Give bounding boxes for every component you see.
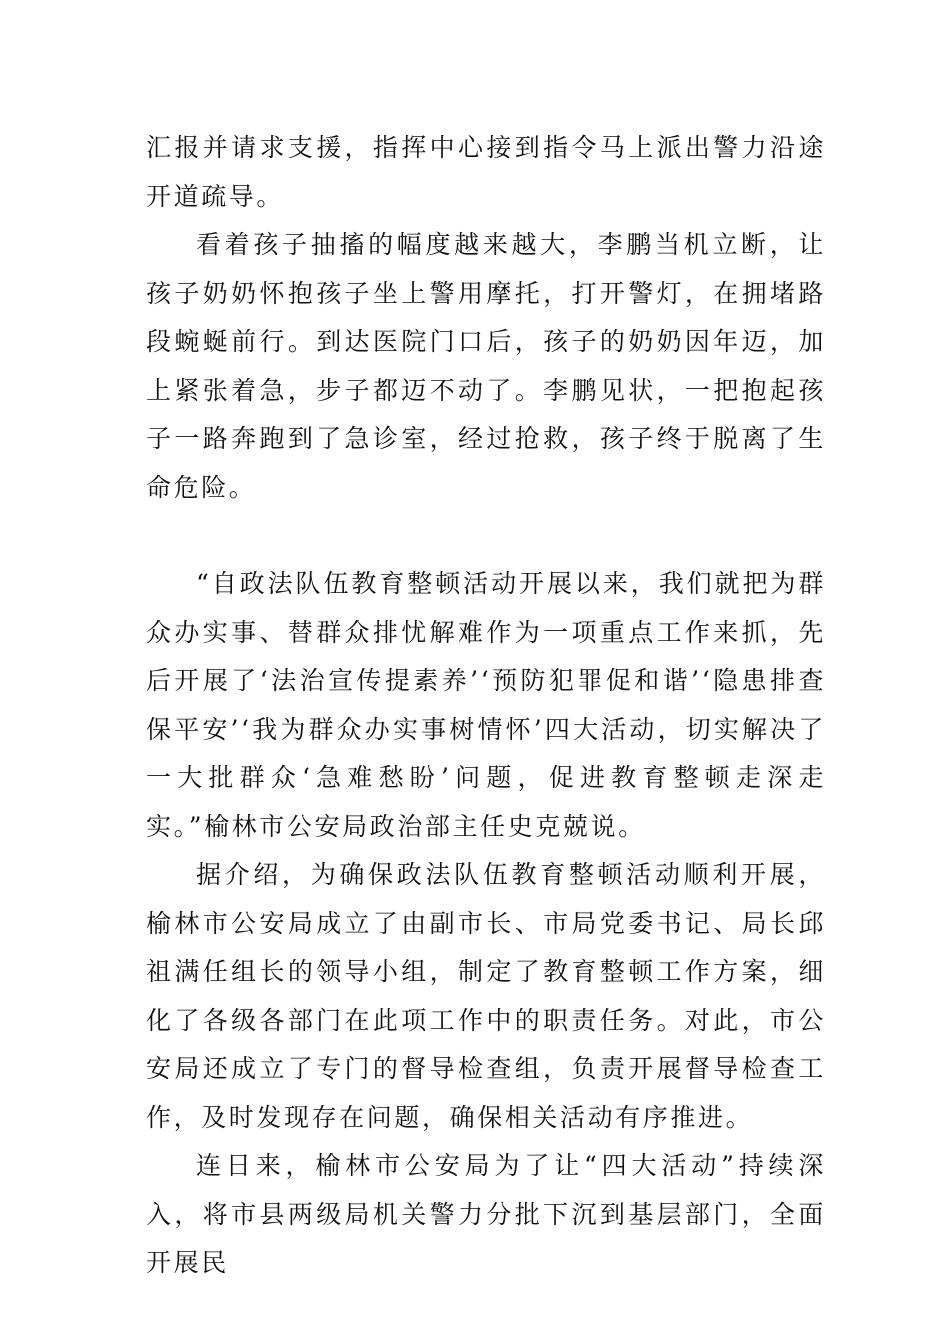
paragraph-4: 据介绍，为确保政法队伍教育整顿活动顺利开展，榆林市公安局成立了由副市长、市局党委书记、局长邱祖满任组长的领导小组，制定了教育整顿工作方案，细化了各级各部门在此项工作中的职责任务。对此，市公安局还成立了专门的督导检查组，负责开展督导检查工作，及时发现存在问题，确保相关活动有序推进。 [146, 860, 826, 1132]
paragraph-gap [146, 512, 826, 560]
article-body [146, 124, 826, 1288]
paragraph-1: 汇报并请求支援，指挥中心接到指令马上派出警力沿途开道疏导。 [146, 133, 826, 211]
paragraph-3: “自政法队伍教育整顿活动开展以来，我们就把为群众办实事、替群众排忧解难作为一项重点工作来抓，先后开展了‘法治宣传提素养’‘预防犯罪促和谐’‘隐患排查保平安’‘我为群众办实事树情怀’四大活动，切实解决了一大批群众‘急难愁盼’问题，促进教育整顿走深走实。”榆林市公安局政治部主任史克兢说。 [146, 569, 826, 841]
paragraph-2: 看着孩子抽搐的幅度越来越大，李鹏当机立断，让孩子奶奶怀抱孩子坐上警用摩托，打开警灯，在拥堵路段蜿蜒前行。到达医院门口后，孩子的奶奶因年迈，加上紧张着急，步子都迈不动了。李鹏见状，一把抱起孩子一路奔跑到了急诊室，经过抢救，孩子终于脱离了生命危险。 [146, 230, 826, 502]
paragraph-5: 连日来，榆林市公安局为了让“四大活动”持续深入，将市县两级局机关警力分批下沉到基层部门，全面开展民 [146, 1151, 826, 1277]
